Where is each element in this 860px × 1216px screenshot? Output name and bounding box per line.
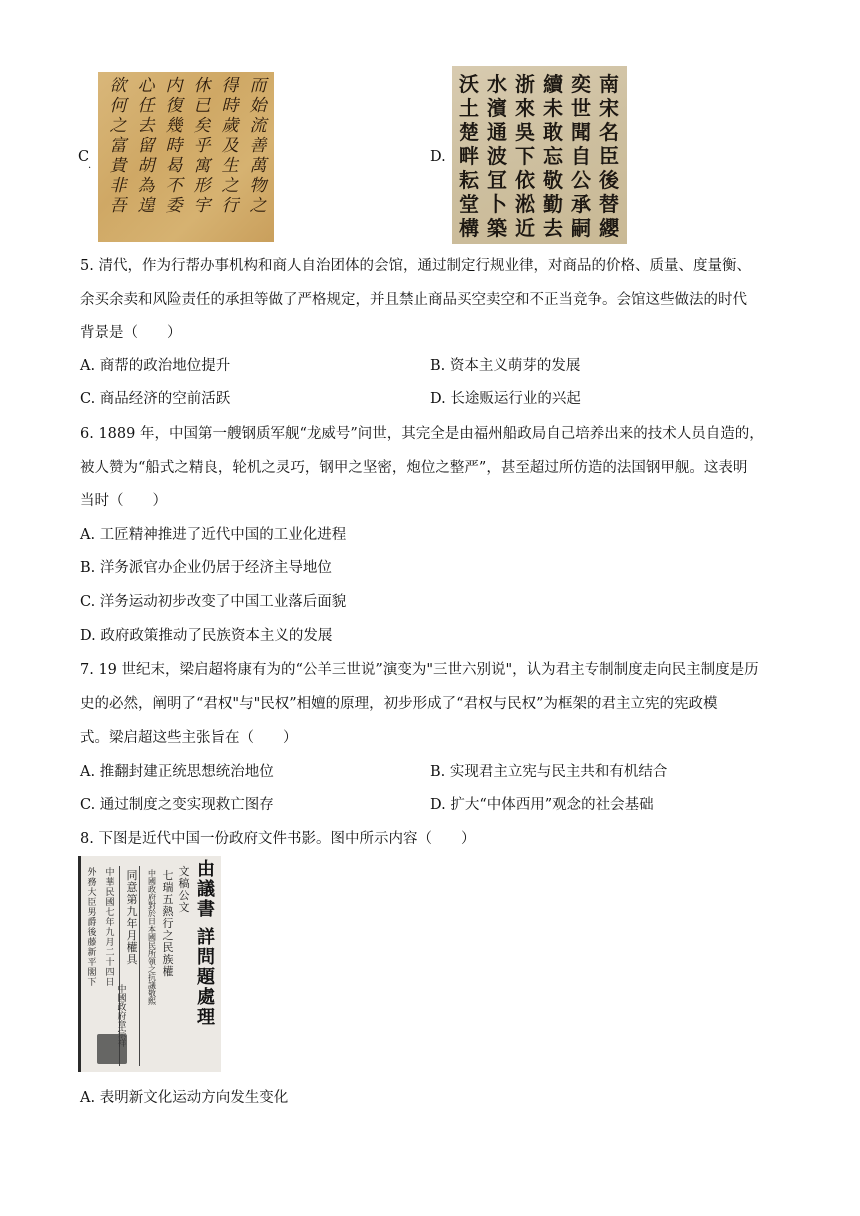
option-d[interactable]: D. 扩大“中体西用”观念的社会基础 <box>430 797 654 813</box>
question-text-line: 当时（ ） <box>80 493 167 509</box>
question-text-line: 8. 下图是近代中国一份政府文件书影。图中所示内容（ ） <box>80 831 476 847</box>
document-text-column: 外務大臣男爵後藤新平閣下 <box>87 868 97 988</box>
document-text-column: 中華民國七年九月二十四日 <box>105 868 115 988</box>
official-seal <box>97 1034 127 1064</box>
option-b[interactable]: B. 洋务派官办企业仍居于经济主导地位 <box>80 560 332 576</box>
calligraphy-column: 欲何之富貴非吾 <box>109 76 127 216</box>
option-c-label: C <box>78 149 90 165</box>
question-text-line: 5. 清代，作为行帮办事机构和商人自治团体的会馆，通过制定行规业律，对商品的价格、质量、度量衡、 <box>80 258 751 274</box>
document-heading-column: 由議書 <box>197 859 215 920</box>
calligraphy-column: 奕世聞自公承嗣 <box>571 72 591 240</box>
question-text-line: 式。梁启超这些主张旨在（ ） <box>80 730 298 746</box>
option-b[interactable]: B. 实现君主立宪与民主共和有机结合 <box>430 764 668 780</box>
calligraphy-column: 南宋名臣後替纓 <box>599 72 619 240</box>
calligraphy-column: 内復幾時曷不委 <box>165 76 183 216</box>
calligraphy-column: 心任去留胡為遑 <box>137 76 155 216</box>
question-text-line: 7. 19 世纪末，梁启超将康有为的“公羊三世说”演变为"三世六别说"，认为君主专制制度走向民主制度是历 <box>80 662 759 678</box>
option-d[interactable]: D. 长途贩运行业的兴起 <box>430 391 581 407</box>
document-text-column: 中國政府 章 <box>117 985 127 1031</box>
option-c[interactable]: C. 洋务运动初步改变了中国工业落后面貌 <box>80 594 347 610</box>
calligraphy-column: 得時歲及生之行 <box>221 76 239 216</box>
question-text-line: 背景是（ ） <box>80 325 182 341</box>
option-c[interactable]: C. 通过制度之变实现救亡图存 <box>80 797 274 813</box>
calligraphy-image-c <box>98 72 274 242</box>
option-d-label: D. <box>430 149 446 165</box>
calligraphy-column: 續未敢忘敬勤去 <box>543 72 563 240</box>
column-rule <box>139 866 140 1066</box>
question-text-line: 6. 1889 年，中国第一艘钢质军舰“龙威号”问世，其完全是由福州船政局自己培养出来的技术人员自造的， <box>80 426 764 442</box>
question-text-line: 史的必然，阐明了“君权"与"民权”相嬗的原理，初步形成了“君权与民权”为框架的君主立宪的宪政模 <box>80 696 718 712</box>
option-d[interactable]: D. 政府政策推动了民族资本主义的发展 <box>80 628 333 644</box>
calligraphy-image-d <box>452 66 627 244</box>
option-a[interactable]: A. 商帮的政治地位提升 <box>80 358 231 374</box>
question-text-line: 被人赞为“船式之精良，轮机之灵巧，钢甲之坚密，炮位之整严”，甚至超过所仿造的法国钢甲舰。这表明 <box>80 460 748 476</box>
option-c[interactable]: C. 商品经济的空前活跃 <box>80 391 231 407</box>
option-a[interactable]: A. 表明新文化运动方向发生变化 <box>80 1090 289 1106</box>
document-text-column: 七瑞五熱行之民族權 <box>162 869 174 978</box>
option-b[interactable]: B. 资本主义萌芽的发展 <box>430 358 581 374</box>
calligraphy-column: 沃土楚畔耘堂構 <box>459 72 479 240</box>
option-a[interactable]: A. 工匠精神推进了近代中国的工业化进程 <box>80 527 347 543</box>
calligraphy-column: 休已矣乎寓形宇 <box>193 76 211 216</box>
document-heading-column: 詳問題處理 <box>197 927 215 1028</box>
calligraphy-column: 而始流善萬物之 <box>249 76 267 216</box>
document-text-column: 中國政府對於日本國民所領之抗議敬熙 <box>148 869 156 1006</box>
option-c-dot: . <box>88 160 92 171</box>
government-document-image <box>78 856 221 1072</box>
question-text-line: 余买余卖和风险责任的承担等做了严格规定，并且禁止商品买空卖空和不正当竞争。会馆这些做法的时代 <box>80 292 747 308</box>
calligraphy-column: 浙來吳下依淞近 <box>515 72 535 240</box>
document-text-column: 文稿公文 <box>178 865 190 914</box>
option-a[interactable]: A. 推翻封建正统思想统治地位 <box>80 764 274 780</box>
document-text-column: 同意第九年月權具 <box>126 869 138 966</box>
calligraphy-column: 水濱通波冝卜築 <box>487 72 507 240</box>
